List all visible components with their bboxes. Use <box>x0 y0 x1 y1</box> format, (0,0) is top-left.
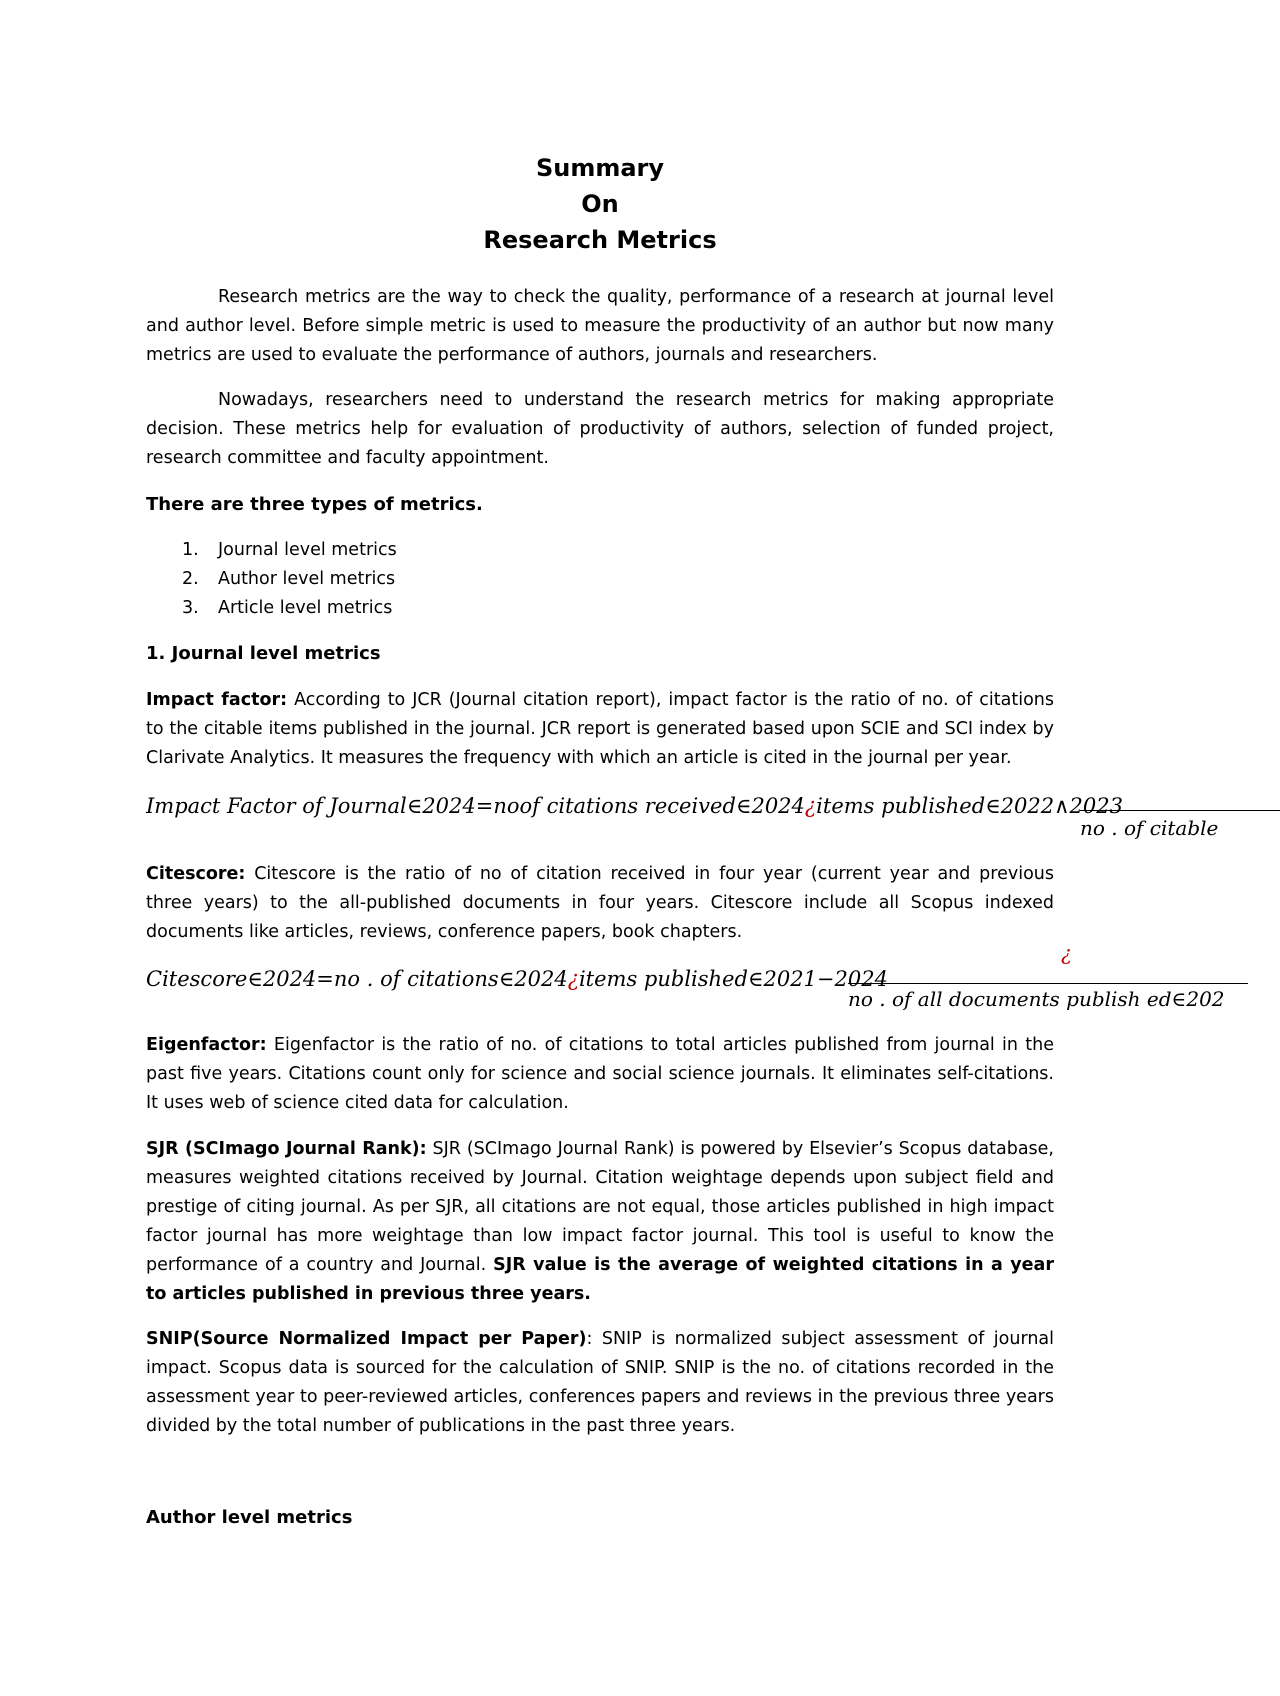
eigenfactor-text: Eigenfactor is the ratio of no. of citations to total articles published from journal in the past five years. Citations count only for science and social science journals. It eliminates self-citations. It uses web of science cited data for calculation. <box>146 1035 1054 1113</box>
snip-text: : SNIP is normalized subject assessment of journal impact. Scopus data is sourced for the calculation of SNIP. SNIP is the no. of citations recorded in the assessment year to peer-reviewed articles, conferences papers and reviews in the previous three years divided by the total number of publications in the past three years. <box>146 1329 1055 1436</box>
list-item-number: 3. <box>182 598 199 618</box>
formula-red-glyph: ¿ <box>804 794 817 818</box>
list-item <box>146 594 397 623</box>
formula-numerator-rest: items published∈2022∧2023 <box>816 794 1123 818</box>
list-item-number: 2. <box>182 569 199 589</box>
title-line-2: On <box>581 190 619 218</box>
formula-numerator-rest: items published∈2021−2024 <box>578 967 888 991</box>
formula-line <box>146 794 1123 818</box>
impact-factor-text: According to JCR (Journal citation report), impact factor is the ratio of no. of citations to the citable items published in the journal. JCR report is generated based upon SCIE and SCI index by Clarivate Analytics. It measures the frequency with which an article is cited in the journal per year. <box>146 690 1054 768</box>
fraction-bar <box>1080 810 1280 811</box>
citescore-paragraph <box>146 860 1054 947</box>
list-item <box>146 536 397 565</box>
eigenfactor-paragraph <box>146 1031 1054 1118</box>
title-line-3: Research Metrics <box>483 226 717 254</box>
citescore-term: Citescore: <box>146 864 246 884</box>
snip-paragraph <box>146 1325 1054 1441</box>
impact-factor-term: Impact factor: <box>146 690 288 710</box>
impact-factor-paragraph <box>146 686 1054 773</box>
list-item-label: Journal level metrics <box>218 540 397 560</box>
intro-paragraph-2: Nowadays, researchers need to understand the research metrics for making appropriate decision. These metrics help for evaluation of productivity of authors, selection of funded project, research committee and faculty appointment. <box>146 390 1054 468</box>
title-line-1: Summary <box>535 154 665 182</box>
document-title <box>0 150 1200 258</box>
formula-red-glyph: ¿ <box>567 967 579 991</box>
formula-numerator-glyph: ¿ <box>1061 941 1072 965</box>
intro-paragraph-1: Research metrics are the way to check the quality, performance of a research at journal level and author level. Before simple metric is used to measure the productivity of an author but now many metrics are used to evaluate the performance of authors, journals and researchers. <box>146 287 1054 365</box>
sjr-text: SJR (SCImago Journal Rank) is powered by Elsevier’s Scopus database, measures weighted citations received by Journal. Citation weightage depends upon subject field and prestige of citing journal. As per SJR, all citations are not equal, those articles published in high impact factor journal has more weightage than low impact factor journal. This tool is useful to know the performance of a country and Journal. <box>146 1139 1054 1275</box>
list-item-label: Author level metrics <box>218 569 396 589</box>
formula-line <box>146 967 888 991</box>
fraction-bar <box>848 983 1248 984</box>
snip-term: SNIP(Source Normalized Impact per Paper) <box>146 1329 587 1349</box>
types-heading: There are three types of metrics. <box>146 494 483 515</box>
sjr-bold-tail: SJR value is the average of weighted citations in a year to articles published in previous three years. <box>146 1255 1054 1304</box>
journal-level-heading: 1. Journal level metrics <box>146 643 381 664</box>
formula-numerator: Impact Factor of Journal∈2024=noof citations received∈2024 <box>146 794 805 818</box>
citescore-text: Citescore is the ratio of no of citation received in four year (current year and previous three years) to the all-published documents in four years. Citescore include all Scopus indexed documents like articles, reviews, conference papers, book chapters. <box>146 864 1054 942</box>
list-item <box>146 565 397 594</box>
list-item-number: 1. <box>182 540 199 560</box>
formula-numerator: Citescore∈2024=no . of citations∈2024 <box>146 967 568 991</box>
author-level-heading: Author level metrics <box>146 1507 353 1528</box>
formula-denominator: no . of all documents publish ed∈202 <box>848 987 1225 1011</box>
metric-types-list <box>146 536 397 623</box>
sjr-paragraph <box>146 1135 1054 1309</box>
eigenfactor-term: Eigenfactor: <box>146 1035 267 1055</box>
list-item-label: Article level metrics <box>218 598 393 618</box>
formula-denominator: no . of citable <box>1080 816 1219 840</box>
sjr-term: SJR (SCImago Journal Rank): <box>146 1139 427 1159</box>
